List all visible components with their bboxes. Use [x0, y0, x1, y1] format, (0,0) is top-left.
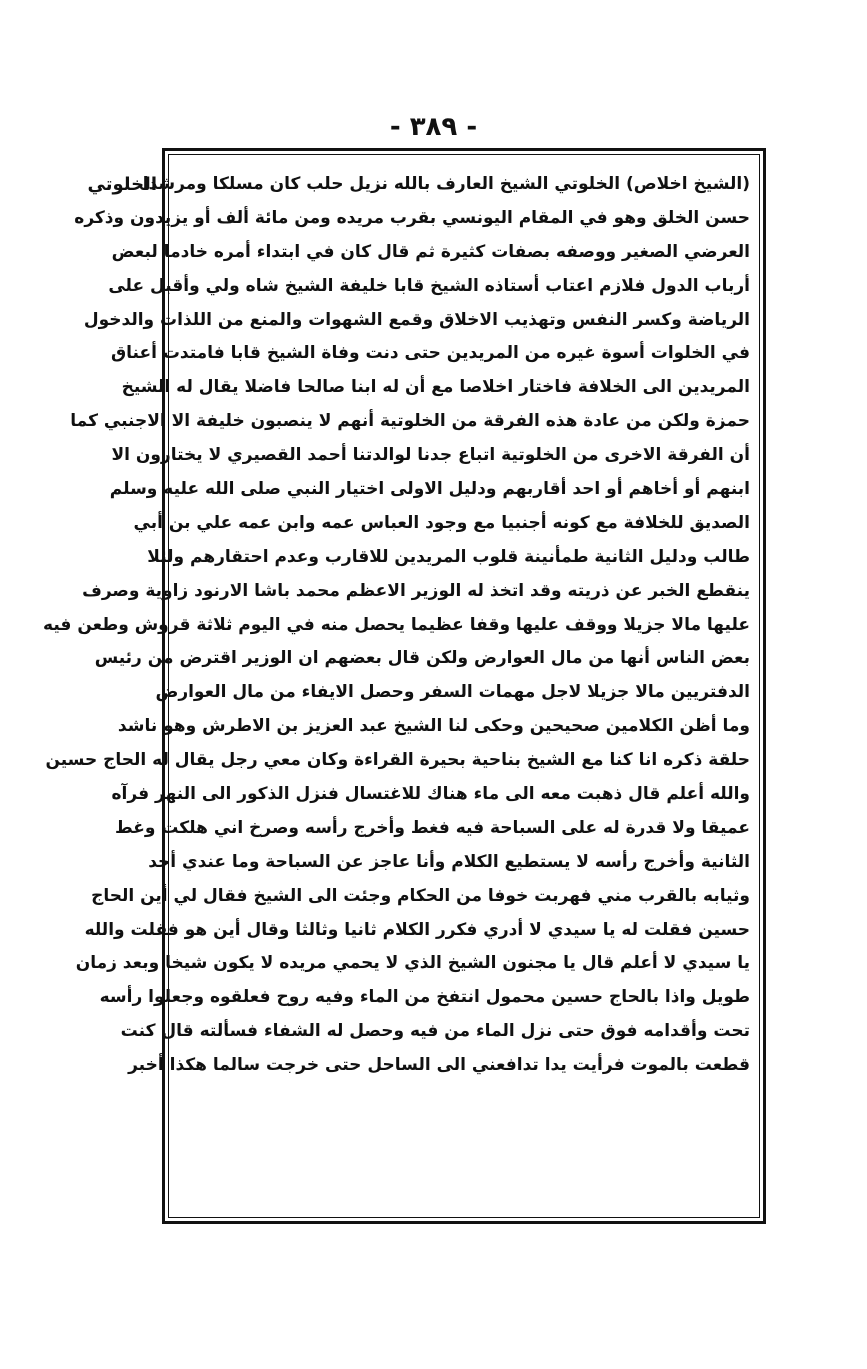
text-line: حسن الخلق وهو في المقام اليونسي بقرب مريده ومن مائة ألف أو يزيدون وذكره: [74, 207, 750, 228]
body-text: [43, 168, 750, 1083]
page-number: - ٣٨٩ -: [389, 112, 478, 142]
text-line: بعض الناس أنها من مال العوارض ولكن قال بعضهم ان الوزير اقترض من رئيس: [94, 648, 750, 669]
text-line: الصديق للخلافة مع كونه أجنبيا مع وجود العباس عمه وابن عمه علي بن أبي: [133, 512, 750, 533]
text-line: طويل واذا بالحاج حسين محمول انتفخ من الماء وفيه روح فعلقوه وجعلوا رأسه: [99, 987, 750, 1008]
text-line: العرضي الصغير ووصفه بصفات كثيرة ثم قال كان في ابتداء أمره خادما لبعض: [111, 241, 750, 262]
text-line: حلقة ذكره انا كنا مع الشيخ بناحية بحيرة القراءة وكان معي رجل يقال له الحاج حسين: [45, 750, 750, 771]
text-line: تحت وأقدامه فوق حتى نزل الماء من فيه وحصل له الشفاء فسألته قال كنت: [120, 1021, 750, 1042]
text-line: في الخلوات أسوة غيره من المريدين حتى دنت وفاة الشيخ قابا فامتدت أعناق: [110, 343, 750, 364]
text-line: ينقطع الخبر عن ذريته وقد اتخذ له الوزير الاعظم محمد باشا الارنود زاوية وصرف: [82, 580, 750, 601]
text-line: المريدين الى الخلافة فاختار اخلاصا مع أن له ابنا صالحا فاضلا يقال له الشيخ: [121, 377, 750, 398]
text-line: الدفتريين مالا جزيلا لاجل مهمات السفر وحصل الايفاء من مال العوارض: [155, 682, 750, 703]
text-line: أن الفرقة الاخرى من الخلوتية اتباع جدنا لوالدتنا أحمد القصيري لا يختارون الا: [111, 445, 750, 466]
text-line: عليها مالا جزيلا ووقف عليها وقفا عظيما يحصل منه في اليوم ثلاثة قروش وطعن فيه: [43, 614, 750, 635]
text-line: عميقا ولا قدرة له على السباحة فيه فغط وأخرج رأسه وصرخ اني هلكت وغط: [115, 817, 750, 838]
text-line: والله أعلم قال ذهبت معه الى ماء هناك للاغتسال فنزل الذكور الى النهر فرآه: [111, 784, 750, 805]
text-line: حسين فقلت له يا سيدي لا أدري فكرر الكلام ثانيا وثالثا وقال أين هو فقلت والله: [84, 919, 750, 940]
text-line: أرباب الدول فلازم اعتاب أستاذه الشيخ قابا خليفة الشيخ شاه ولي وأقبل على: [108, 275, 750, 296]
text-line: حمزة ولكن من عادة هذه الفرقة من الخلوتية أنهم لا ينصبون خليفة الا الاجنبي كما: [70, 411, 750, 432]
text-line: طالب ودليل الثانية طمأنينة قلوب المريدين للاقارب وعدم احتقارهم ولئلا: [147, 546, 750, 567]
text-line: قطعت بالموت فرأيت يدا تدافعني الى الساحل حتى خرجت سالما هكذا أخبر: [128, 1055, 750, 1076]
text-line: الثانية وأخرج رأسه لا يستطيع الكلام وأنا عاجز عن السباحة وما عندي أحد: [148, 851, 750, 872]
text-line: الرياضة وكسر النفس وتهذيب الاخلاق وقمع الشهوات والمنع من اللذات والدخول: [83, 309, 750, 330]
text-line: وما أظن الكلامين صحيحين وحكى لنا الشيخ عبد العزيز بن الاطرش وهو ناشد: [117, 716, 750, 737]
text-line: ابنهم أو أخاهم أو احد أقاربهم ودليل الاولى اختيار النبي صلى الله عليه وسلم: [109, 479, 750, 500]
text-line: وثيابه بالقرب مني فهربت خوفا من الحكام وجئت الى الشيخ فقال لي أين الحاج: [91, 885, 750, 906]
text-line: (الشيخ اخلاص) الخلوتي الشيخ العارف بالله نزيل حلب كان مسلكا ومرشدا: [142, 174, 750, 194]
margin-note: الخلوتي: [87, 174, 157, 195]
text-line: يا سيدي لا أعلم قال يا مجنون الشيخ الذي لا يحمي مريده لا يكون شيخا وبعد زمان: [75, 953, 750, 974]
